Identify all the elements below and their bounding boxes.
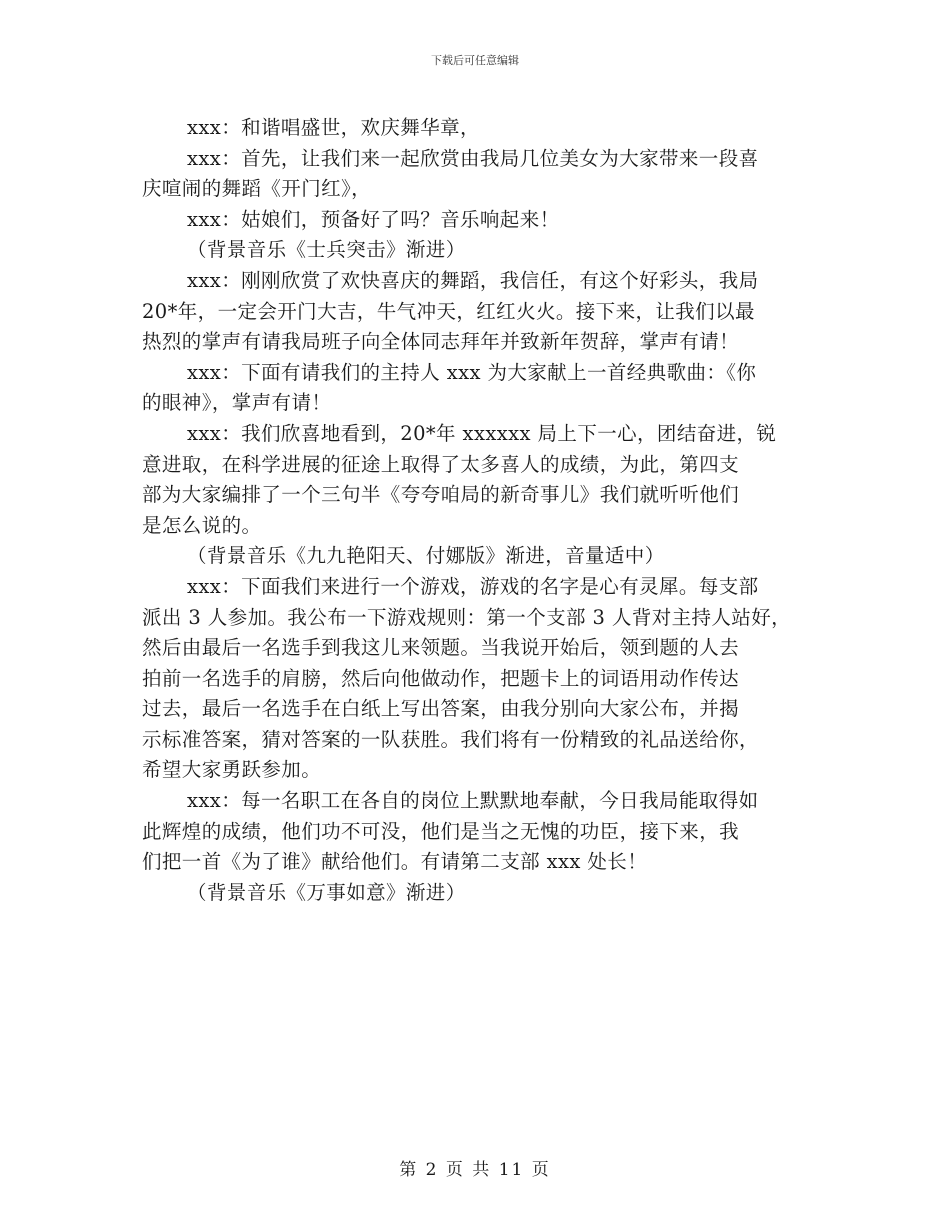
text-line: 部为大家编排了一个三句半《夸夸咱局的新奇事儿》我们就听听他们 [142,483,740,507]
text-line: 们把一首《为了谁》献给他们。有请第二支部 xxx 处长！ [142,850,648,874]
page-number-footer: 第 2 页 共 11 页 [399,1160,551,1180]
text-line: xxx：每一名职工在各自的岗位上默默地奉献，今日我局能取得如 [187,789,759,813]
text-line: xxx：下面我们来进行一个游戏，游戏的名字是心有灵犀。每支部 [187,574,759,598]
text-line: 希望大家勇跃参加。 [142,758,322,782]
text-line: xxx：下面有请我们的主持人 xxx 为大家献上一首经典歌曲：《你 [187,360,757,384]
text-line: 是怎么说的。 [142,513,262,537]
text-line: xxx：首先，让我们来一起欣赏由我局几位美女为大家带来一段喜 [187,146,759,170]
text-line: 庆喧闹的舞蹈《开门红》， [142,177,372,201]
text-line: xxx：刚刚欣赏了欢快喜庆的舞蹈，我信任，有这个好彩头，我局 [187,268,759,292]
text-line: 此辉煌的成绩，他们功不可没，他们是当之无愧的功臣，接下来，我 [142,819,740,843]
text-line: xxx：我们欣喜地看到，20*年 xxxxxx 局上下一心，团结奋进，锐 [187,421,777,445]
text-line: 20*年，一定会开门大吉，牛气冲天，红红火火。接下来，让我们以最 [142,299,755,323]
document-body [142,113,822,908]
text-line: （背景音乐《万事如意》渐进） [187,880,466,904]
text-line: xxx：和谐唱盛世，欢庆舞华章， [187,116,480,139]
text-line: 热烈的掌声有请我局班子向全体同志拜年并致新年贺辞，掌声有请！ [142,330,740,354]
page-header: 下载后可任意编辑 [431,54,519,67]
text-line: （背景音乐《士兵突击》渐进） [187,238,466,262]
body-text [142,113,822,908]
text-line: 然后由最后一名选手到我这儿来领题。当我说开始后，领到题的人去 [142,636,740,660]
text-line: 的眼神》，掌声有请！ [142,391,332,415]
text-line: 派出 3 人参加。我公布一下游戏规则：第一个支部 3 人背对主持人站好， [142,605,792,629]
text-line: （背景音乐《九九艳阳天、付娜版》渐进，音量适中） [187,544,665,568]
text-line: xxx：姑娘们，预备好了吗？音乐响起来！ [187,207,560,231]
text-line: 拍前一名选手的肩膀，然后向他做动作，把题卡上的词语用动作传达 [142,666,740,690]
text-line: 过去，最后一名选手在白纸上写出答案，由我分别向大家公布，并揭 [142,697,740,721]
text-line: 意进取，在科学进展的征途上取得了太多喜人的成绩，为此，第四支 [142,452,740,476]
text-line: 示标准答案，猜对答案的一队获胜。我们将有一份精致的礼品送给你， [142,727,759,751]
